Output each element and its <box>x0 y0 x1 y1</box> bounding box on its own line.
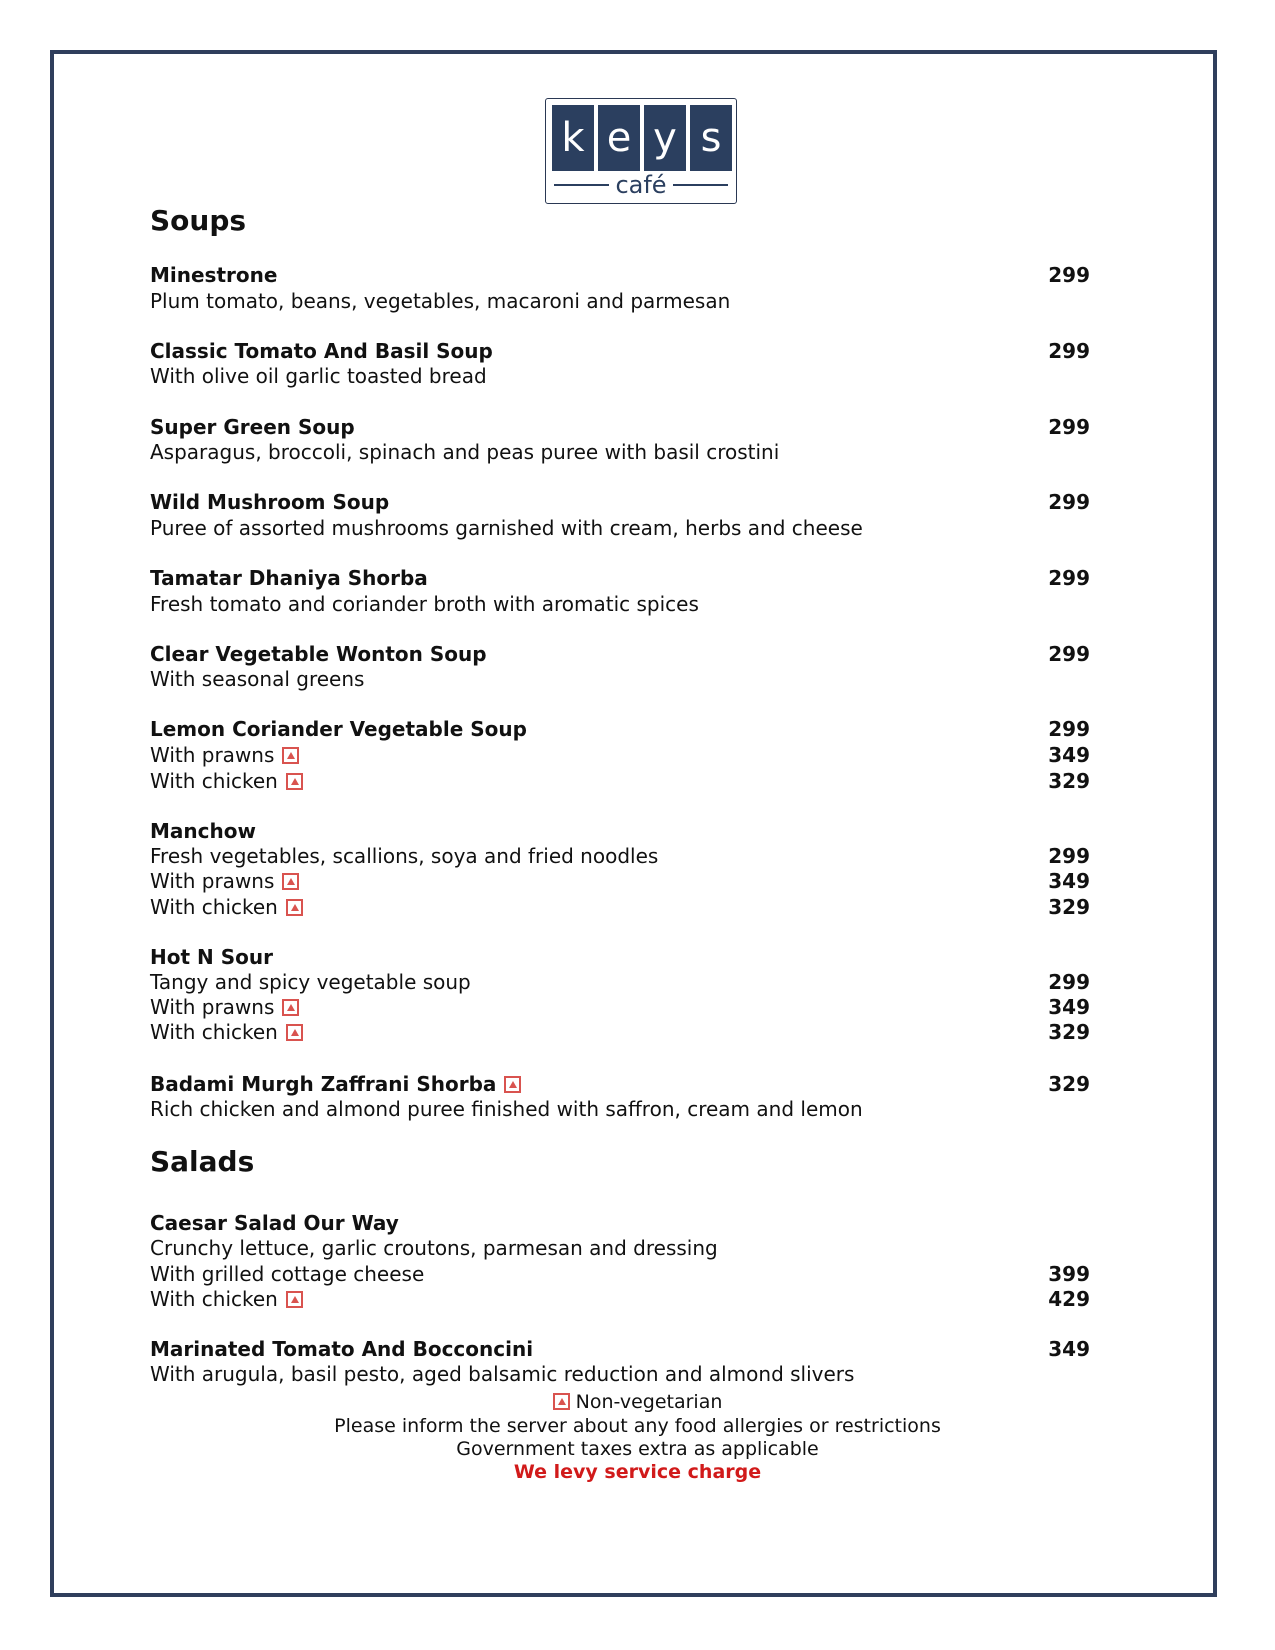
footer-tax-note: Government taxes extra as applicable <box>456 1438 819 1460</box>
option-price: 349 <box>1048 869 1090 893</box>
footer-legend <box>0 1391 1275 1413</box>
option-label: With chicken <box>150 769 278 793</box>
item-price: 299 <box>1048 717 1090 741</box>
menu-item-desc <box>150 591 1090 617</box>
logo-subtitle-row <box>554 171 728 199</box>
menu-item-option <box>150 994 1090 1020</box>
menu-item-name <box>150 489 1090 515</box>
item-name: Wild Mushroom Soup <box>150 490 390 514</box>
non-veg-icon <box>504 1076 521 1093</box>
non-veg-icon <box>286 773 303 790</box>
logo-rule <box>673 184 728 186</box>
logo-letter: e <box>598 105 640 171</box>
menu-item-option <box>150 742 1090 768</box>
menu-item-desc <box>150 843 1090 869</box>
option-label: With prawns <box>150 995 275 1019</box>
item-description: Plum tomato, beans, vegetables, macaroni and parmesan <box>150 289 731 313</box>
item-name: Caesar Salad Our Way <box>150 1211 399 1235</box>
logo-letters <box>552 105 732 171</box>
item-name: Manchow <box>150 819 256 843</box>
item-description: Tangy and spicy vegetable soup <box>150 970 471 994</box>
item-name: Hot N Sour <box>150 945 273 969</box>
option-price: 429 <box>1048 1287 1090 1311</box>
footer-allergy-note: Please inform the server about any food allergies or restrictions <box>334 1415 941 1437</box>
item-name: Classic Tomato And Basil Soup <box>150 339 493 363</box>
menu-item-option <box>150 1286 1090 1312</box>
menu-item-option <box>150 894 1090 920</box>
menu-item-desc <box>150 1235 1090 1261</box>
item-description: Fresh tomato and coriander broth with aromatic spices <box>150 592 699 616</box>
item-price: 299 <box>1048 566 1090 590</box>
item-price: 349 <box>1048 1337 1090 1361</box>
item-description: Fresh vegetables, scallions, soya and fried noodles <box>150 844 659 868</box>
menu-item-desc <box>150 666 1090 692</box>
option-price: 329 <box>1048 895 1090 919</box>
service-charge-note: We levy service charge <box>513 1461 762 1483</box>
item-description: Crunchy lettuce, garlic croutons, parmesan and dressing <box>150 1236 718 1260</box>
option-price: 329 <box>1048 1020 1090 1044</box>
non-veg-icon <box>282 747 299 764</box>
option-price: 399 <box>1048 1262 1090 1286</box>
menu-item-name <box>150 818 1090 844</box>
option-price: 349 <box>1048 995 1090 1019</box>
menu-item-option <box>150 868 1090 894</box>
legend-text: Non-vegetarian <box>575 1391 723 1413</box>
logo-letter: y <box>644 105 686 171</box>
option-label: With prawns <box>150 869 275 893</box>
option-label: With chicken <box>150 1020 278 1044</box>
option-label: With prawns <box>150 743 275 767</box>
item-description: With arugula, basil pesto, aged balsamic reduction and almond slivers <box>150 1362 855 1386</box>
menu-item-name <box>150 1071 1090 1097</box>
keys-cafe-logo <box>545 98 737 204</box>
menu-item-name <box>150 1210 1090 1236</box>
item-name: Badami Murgh Zaffrani Shorba <box>150 1072 497 1096</box>
item-price: 299 <box>1048 415 1090 439</box>
menu-item-desc <box>150 515 1090 541</box>
non-veg-icon <box>286 1024 303 1041</box>
item-name: Tamatar Dhaniya Shorba <box>150 566 428 590</box>
menu-item-desc <box>150 439 1090 465</box>
item-name: Super Green Soup <box>150 415 355 439</box>
item-price: 299 <box>1048 339 1090 363</box>
non-veg-icon <box>286 1291 303 1308</box>
menu-item-desc <box>150 1361 1090 1387</box>
item-price: 299 <box>1048 844 1090 868</box>
item-description: Rich chicken and almond puree finished with saffron, cream and lemon <box>150 1097 863 1121</box>
item-description: With olive oil garlic toasted bread <box>150 364 487 388</box>
item-price: 299 <box>1048 970 1090 994</box>
option-price: 349 <box>1048 743 1090 767</box>
non-veg-icon <box>286 899 303 916</box>
item-price: 329 <box>1048 1072 1090 1096</box>
menu-item-name <box>150 641 1090 667</box>
option-price: 329 <box>1048 769 1090 793</box>
item-name: Minestrone <box>150 263 278 287</box>
menu-item-name <box>150 1336 1090 1362</box>
logo-letter: k <box>552 105 594 171</box>
logo-subtitle: café <box>615 171 667 199</box>
menu-item-option <box>150 768 1090 794</box>
menu-item-desc <box>150 288 1090 314</box>
menu-item-desc <box>150 1096 1090 1122</box>
item-description: Puree of assorted mushrooms garnished with cream, herbs and cheese <box>150 516 863 540</box>
menu-item-name <box>150 716 1090 742</box>
menu-item-option <box>150 1019 1090 1045</box>
menu-item-desc <box>150 363 1090 389</box>
item-price: 299 <box>1048 490 1090 514</box>
logo-rule <box>554 184 609 186</box>
section-title-soups: Soups <box>150 204 247 237</box>
non-veg-icon <box>282 999 299 1016</box>
menu-item-name <box>150 262 1090 288</box>
item-price: 299 <box>1048 642 1090 666</box>
footer-service-row <box>0 1461 1275 1483</box>
item-price: 299 <box>1048 263 1090 287</box>
logo-letter: s <box>690 105 732 171</box>
option-label: With chicken <box>150 1287 278 1311</box>
menu-item-name <box>150 565 1090 591</box>
section-title-salads: Salads <box>150 1145 255 1178</box>
item-description: With seasonal greens <box>150 667 365 691</box>
non-veg-icon <box>282 873 299 890</box>
menu-item-name <box>150 338 1090 364</box>
item-description: Asparagus, broccoli, spinach and peas puree with basil crostini <box>150 440 780 464</box>
item-name: Marinated Tomato And Bocconcini <box>150 1337 534 1361</box>
menu-item-name <box>150 414 1090 440</box>
menu-item-option <box>150 1261 1090 1287</box>
item-name: Lemon Coriander Vegetable Soup <box>150 717 527 741</box>
menu-item-name <box>150 944 1090 970</box>
item-name: Clear Vegetable Wonton Soup <box>150 642 487 666</box>
option-label: With chicken <box>150 895 278 919</box>
menu-item-desc <box>150 969 1090 995</box>
non-veg-icon <box>553 1393 570 1410</box>
option-label: With grilled cottage cheese <box>150 1262 425 1286</box>
